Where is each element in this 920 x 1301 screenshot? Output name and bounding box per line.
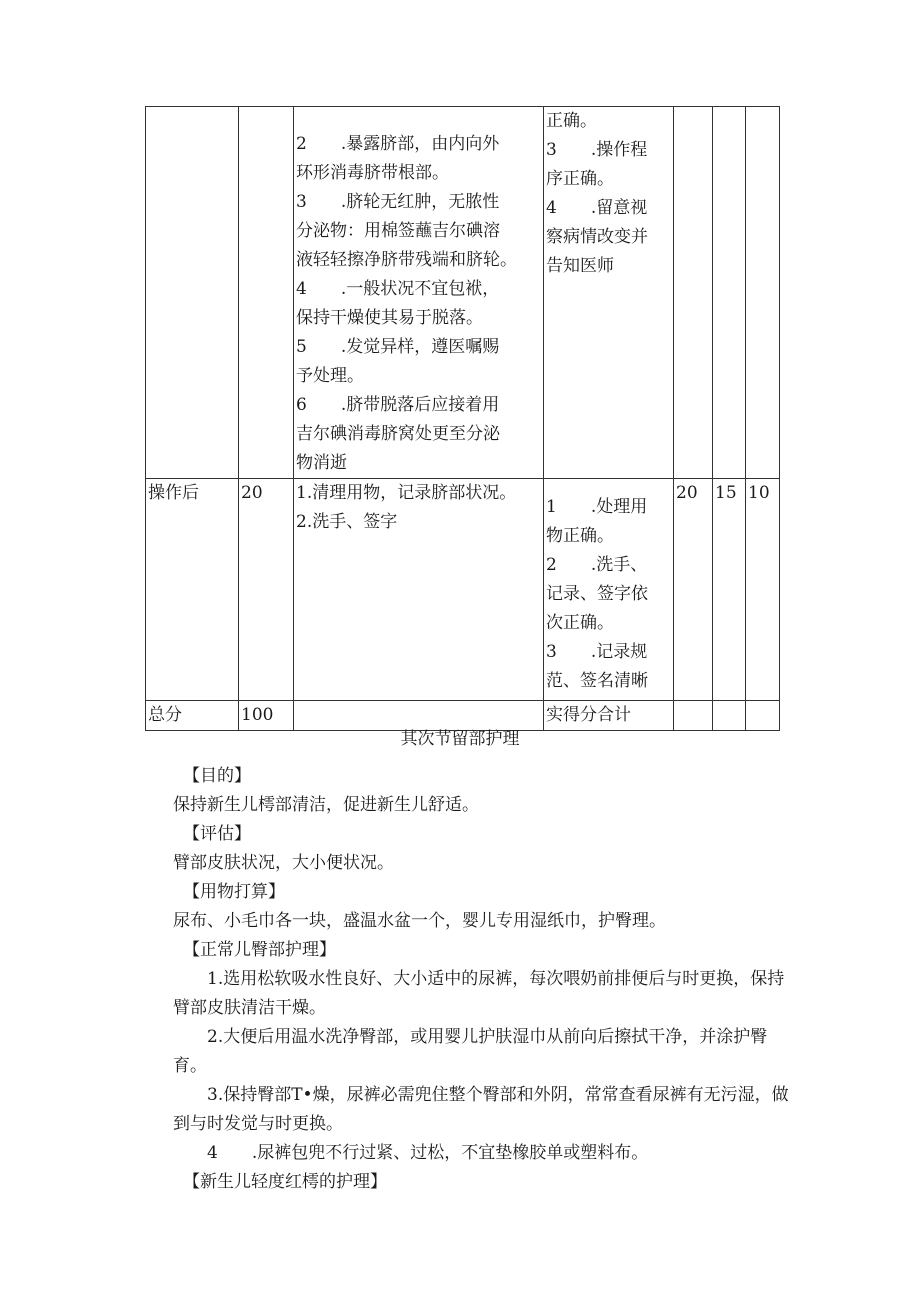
score-cell: 100 <box>239 701 294 731</box>
criteria-line: 3 .记录规 <box>546 642 648 662</box>
step-line: 5 .发觉异样，遵医嘱赐 <box>296 337 500 357</box>
step-line: 物消逝 <box>296 453 347 473</box>
scoring-table <box>145 106 780 731</box>
step-line: 1.清理用物，记录脐部状况。 <box>296 483 517 503</box>
criteria-line: 序正确。 <box>546 169 614 189</box>
criteria-line: 2 .洗手、 <box>546 555 648 575</box>
criteria-line: 告知医师 <box>546 256 614 276</box>
grade-b-cell: 15 <box>713 479 746 701</box>
care-item: 1.选用松软吸水性良好、大小适中的尿裤，每次喂奶前排便后与时更换，保持臂部皮肤清洁干燥。 <box>173 969 785 1018</box>
criteria-line: 3 .操作程 <box>546 140 648 160</box>
step-line: 3 .脐轮无红肿，无脓性 <box>296 192 500 212</box>
care-item: 3.保持臀部T•燥，尿裤必需兜住整个臀部和外阴，常常查看尿裤有无污湿，做到与时发觉与时更换。 <box>173 1085 789 1134</box>
supplies-text: 尿布、小毛巾各一块，盛温水盆一个，婴儿专用湿纸巾，护臀理。 <box>173 911 666 931</box>
step-line: 保持干燥使其易于脱落。 <box>296 308 483 328</box>
criteria-cell <box>544 107 674 479</box>
criteria-line: 正确。 <box>546 111 597 131</box>
stage-cell: 操作后 <box>146 479 239 701</box>
criteria-line: 察病情改变并 <box>546 227 648 247</box>
step-line: 吉尔碘消毒脐窝处更至分泌 <box>296 424 500 444</box>
table-row <box>146 479 780 701</box>
criteria-line: 4 .留意视 <box>546 198 648 218</box>
criteria-line: 记录、签字依 <box>546 584 648 604</box>
grade-a-cell: 20 <box>674 479 713 701</box>
assess-text: 臂部皮肤状况，大小便状况。 <box>173 853 394 873</box>
steps-cell <box>294 479 544 701</box>
criteria-line: 1 .处理用 <box>546 497 648 517</box>
care-item: 4 .尿裤包兜不行过紧、过松，不宜垫橡胶单或塑料布。 <box>207 1143 649 1163</box>
care-item: 2.大便后用温水洗净臀部，或用婴儿护肤湿巾从前向后擦拭干净，并涂护臀育。 <box>173 1027 768 1076</box>
steps-cell <box>294 107 544 479</box>
criteria-line: 物正确。 <box>546 526 614 546</box>
assess-heading: 【评估】 <box>183 824 251 844</box>
mild-rash-heading: 【新生儿轻度红樗的护理】 <box>183 1172 387 1192</box>
step-line: 液轻轻擦净脐带残端和脐轮。 <box>296 250 517 270</box>
step-line: 6 .脐带脱落后应接着用 <box>296 395 500 415</box>
content-body <box>173 762 793 1197</box>
grade-a-cell <box>674 107 713 479</box>
step-line: 2.洗手、签字 <box>296 512 398 532</box>
grade-c-cell: 10 <box>746 479 780 701</box>
grade-c-cell <box>746 107 780 479</box>
step-line: 4 .一般状况不宜包袱， <box>296 279 500 299</box>
criteria-cell <box>544 479 674 701</box>
step-line: 2 .暴露脐部，由内向外 <box>296 134 500 154</box>
section-title: 其次节留部护理 <box>400 729 520 749</box>
criteria-line: 次正确。 <box>546 613 614 633</box>
criteria-line: 范、签名清晰 <box>546 671 648 691</box>
criteria-cell: 实得分合计 <box>544 701 674 731</box>
table-row <box>146 107 780 479</box>
purpose-text: 保持新生儿樗部清洁，促进新生儿舒适。 <box>173 795 479 815</box>
normal-care-heading: 【正常儿臀部护理】 <box>183 940 336 960</box>
score-cell <box>239 107 294 479</box>
supplies-heading: 【用物打算】 <box>183 882 285 902</box>
purpose-heading: 【目的】 <box>183 766 251 786</box>
stage-cell: 总分 <box>146 701 239 731</box>
grade-b-cell <box>713 107 746 479</box>
score-cell: 20 <box>239 479 294 701</box>
stage-cell <box>146 107 239 479</box>
step-line: 环形消毒脐带根部。 <box>296 163 449 183</box>
step-line: 予处理。 <box>296 366 364 386</box>
step-line: 分泌物：用棉签蘸吉尔碘溶 <box>296 221 500 241</box>
